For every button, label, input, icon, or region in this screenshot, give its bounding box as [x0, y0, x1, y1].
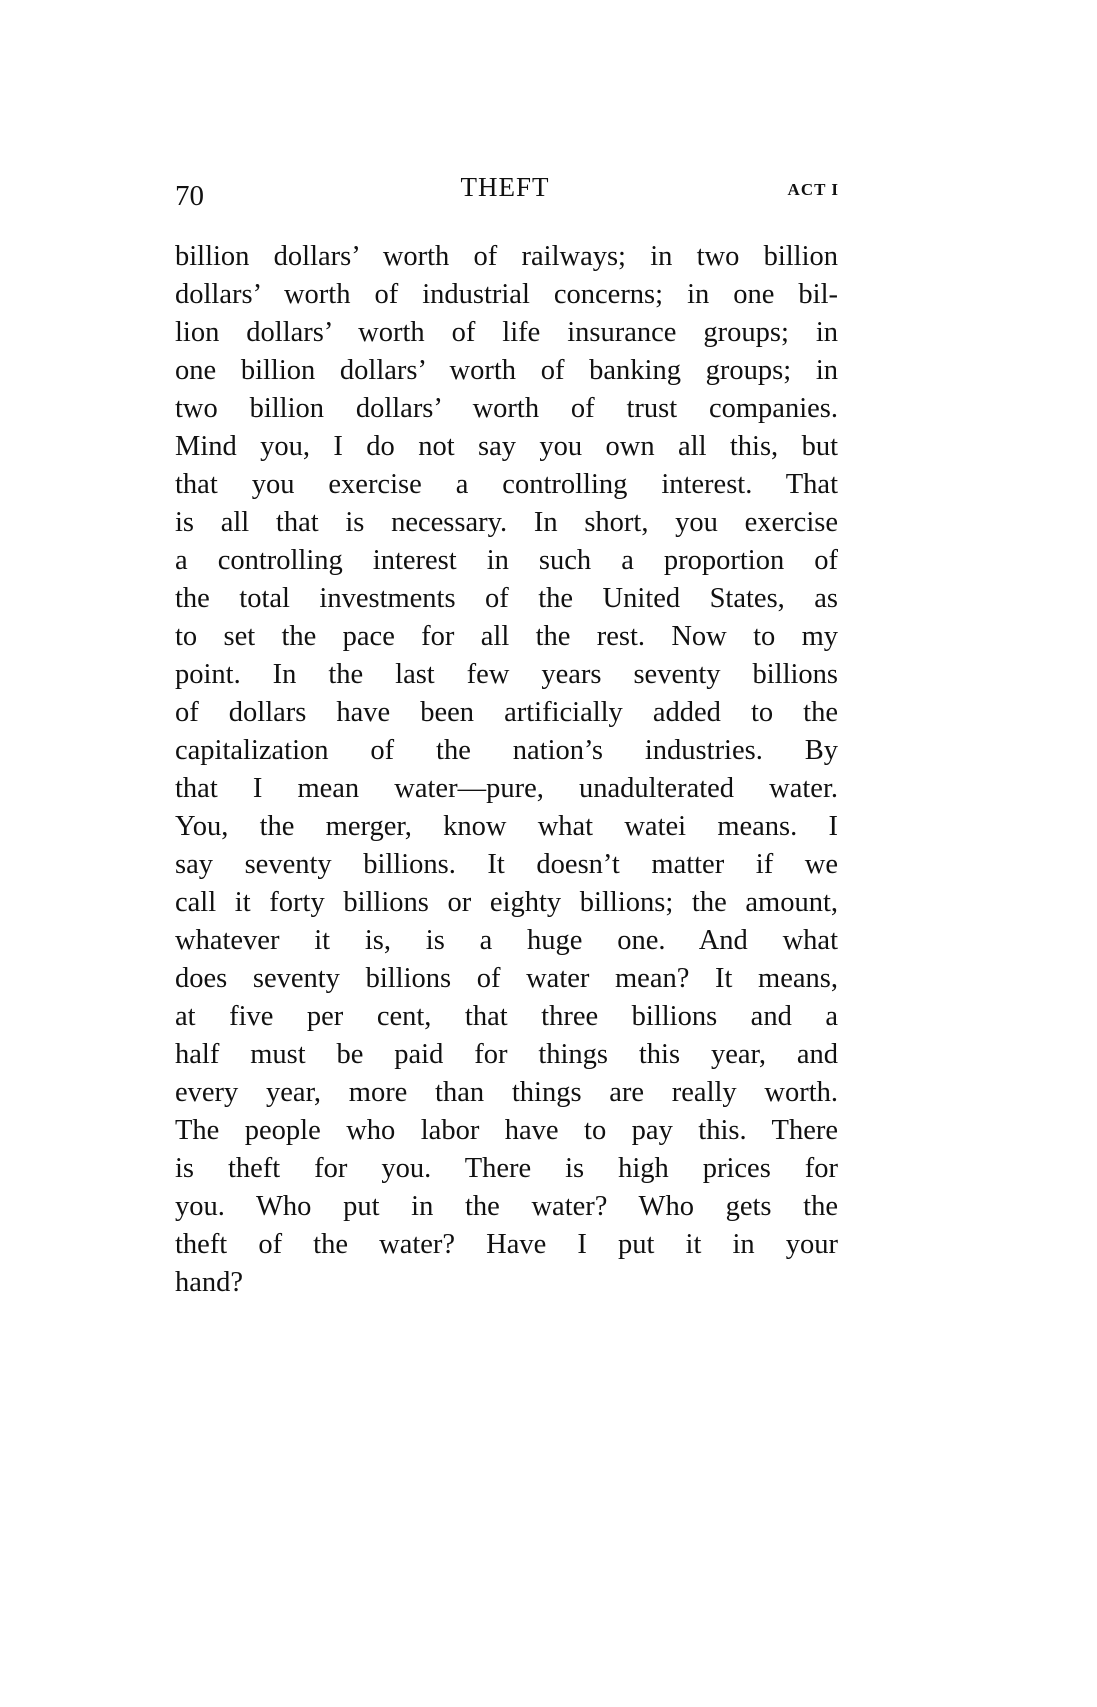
text-line: does seventy billions of water mean? It means, [175, 963, 838, 994]
text-line: dollars’ worth of industrial concerns; in one bil- [175, 279, 838, 310]
text-line: the total investments of the United States, as [175, 583, 838, 614]
text-line: point. In the last few years seventy billions [175, 659, 838, 690]
text-line: whatever it is, is a huge one. And what [175, 925, 838, 956]
page-number: 70 [175, 180, 204, 212]
text-line: is all that is necessary. In short, you exercise [175, 507, 838, 538]
text-line: a controlling interest in such a proportion of [175, 545, 838, 576]
text-line: call it forty billions or eighty billions; the amount, [175, 887, 838, 918]
text-line: one billion dollars’ worth of banking groups; in [175, 355, 838, 386]
text-line: You, the merger, know what watei means. I [175, 811, 838, 842]
text-line: half must be paid for things this year, and [175, 1039, 838, 1070]
text-line: say seventy billions. It doesn’t matter if we [175, 849, 838, 880]
text-line: that you exercise a controlling interest. That [175, 469, 838, 500]
text-line: to set the pace for all the rest. Now to my [175, 621, 838, 652]
text-line: is theft for you. There is high prices for [175, 1153, 838, 1184]
text-line: The people who labor have to pay this. There [175, 1115, 838, 1146]
text-line: lion dollars’ worth of life insurance groups; in [175, 317, 838, 348]
running-title: THEFT [460, 172, 550, 202]
text-line: of dollars have been artificially added to the [175, 697, 838, 728]
text-line: at five per cent, that three billions and a [175, 1001, 838, 1032]
text-line: that I mean water—pure, unadulterated water. [175, 773, 838, 804]
text-line: Mind you, I do not say you own all this, but [175, 431, 838, 462]
text-line: capitalization of the nation’s industries. By [175, 735, 838, 766]
section-label: ACT I [787, 180, 839, 199]
text-line: billion dollars’ worth of railways; in two billion [175, 241, 838, 272]
text-line: you. Who put in the water? Who gets the [175, 1191, 838, 1222]
text-line: theft of the water? Have I put it in your [175, 1229, 838, 1260]
text-line: hand? [175, 1267, 244, 1298]
text-line: two billion dollars’ worth of trust companies. [175, 393, 838, 424]
text-line: every year, more than things are really worth. [175, 1077, 838, 1108]
body-text [175, 238, 838, 1302]
